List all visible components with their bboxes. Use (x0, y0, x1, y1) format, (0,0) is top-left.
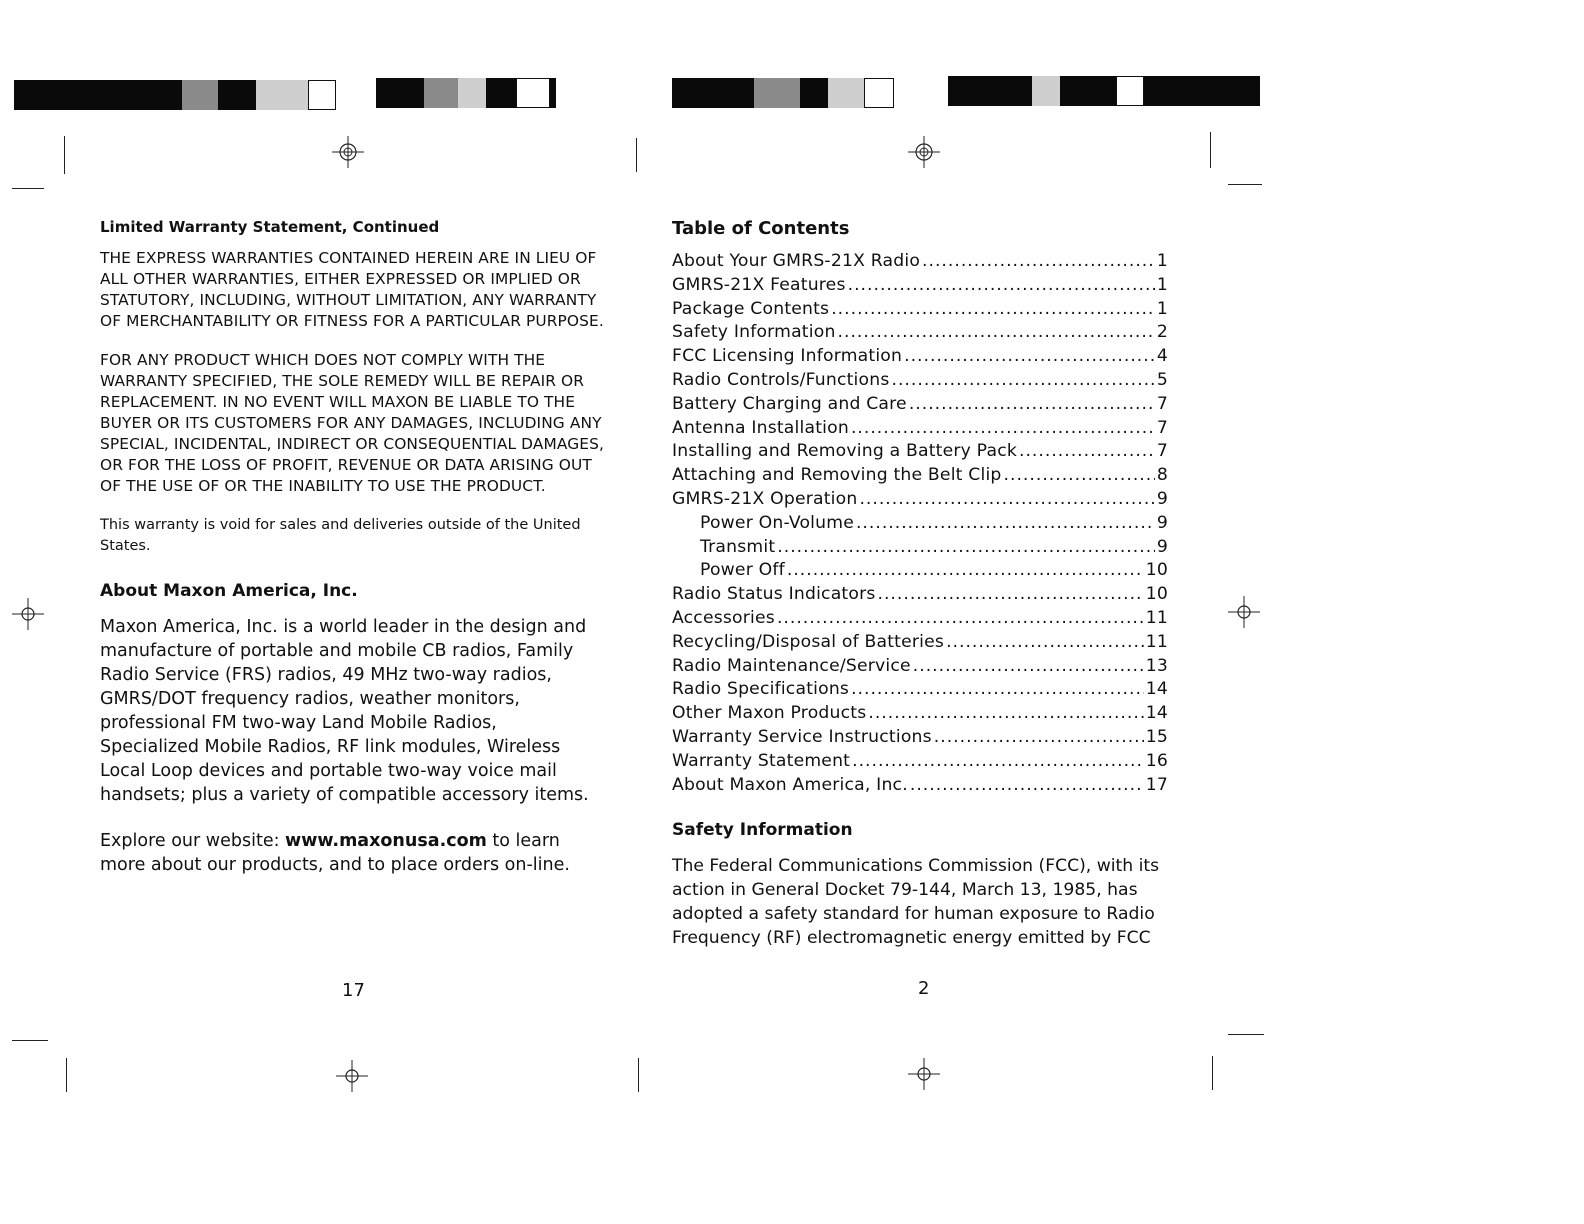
registration-crosshair-icon (906, 1056, 942, 1092)
toc-entry-title: Recycling/Disposal of Batteries (672, 631, 945, 652)
toc-entry (672, 751, 1168, 775)
toc-leader-dots (777, 608, 1144, 628)
toc-entry-title: Radio Status Indicators (672, 584, 876, 605)
toc-entry (672, 465, 1168, 489)
right-page-number: 2 (918, 978, 930, 999)
toc-entry (672, 489, 1168, 513)
toc-entry-title: Radio Specifications (672, 679, 850, 700)
toc-leader-dots (878, 584, 1144, 604)
toc-entry-title: About Your GMRS-21X Radio (672, 251, 921, 271)
toc-entry-title: Power On-Volume (700, 512, 854, 533)
crop-mark (64, 136, 65, 174)
toc-entry-title: FCC Licensing Information (672, 346, 903, 367)
left-page (100, 218, 610, 899)
toc-entry-page: 10 (1145, 560, 1168, 581)
toc-entry-page: 17 (1145, 774, 1168, 795)
crop-mark (66, 1058, 67, 1092)
toc-entry-title: Installing and Removing a Battery Pack (672, 441, 1017, 462)
toc-entry-page: 9 (1156, 512, 1168, 533)
toc-entry (672, 703, 1168, 727)
registration-bar-2 (376, 78, 556, 108)
website-prefix: Explore our website: (100, 831, 286, 851)
toc-entry (672, 537, 1168, 561)
warranty-paragraph-1: THE EXPRESS WARRANTIES CONTAINED HEREIN ARE IN LIEU OF ALL OTHER WARRANTIES, EITHER EXPRESSED OR IMPLIED OR STATUTORY, INCLUDING, WITHOUT LIMITATION, ANY WARRANTY OF MERCHANTABILITY OR FITNESS FOR A PARTICULAR PURPOSE. (100, 249, 604, 330)
toc-entry-page: 13 (1145, 655, 1168, 676)
toc-leader-dots (868, 703, 1143, 723)
toc-entry-title: Accessories (672, 607, 775, 628)
crop-mark (1228, 184, 1262, 185)
toc-entry-title: Battery Charging and Care (672, 393, 907, 414)
toc-entry (672, 299, 1168, 323)
toc-leader-dots (848, 275, 1155, 295)
safety-body: The Federal Communications Commission (FCC), with its action in General Docket 79-144, March 13, 1985, has adopted a safety standard for human exposure to Radio Frequency (RF) electromagnetic energy emitted by FCC (672, 856, 1160, 949)
toc-entry-title: GMRS-21X Operation (672, 488, 858, 509)
toc-entry (672, 394, 1168, 418)
warranty-paragraph-2: FOR ANY PRODUCT WHICH DOES NOT COMPLY WITH THE WARRANTY SPECIFIED, THE SOLE REMEDY WILL BE REPAIR OR REPLACEMENT. IN NO EVENT WILL MAXON BE LIABLE TO THE BUYER OR ITS CUSTOMERS FOR ANY DAMAGES, INCLUDING ANY SPECIAL, INCIDENTAL, INDIRECT OR CONSEQUENTIAL DAMAGES, OR FOR THE LOSS OF PROFIT, REVENUE OR DATA ARISING OUT OF THE USE OF OR THE INABILITY TO USE THE PRODUCT. (100, 351, 604, 495)
toc-entry-title: Antenna Installation (672, 417, 849, 438)
about-maxon-heading: About Maxon America, Inc. (100, 581, 358, 601)
crop-mark (1212, 1056, 1213, 1090)
toc-entry (672, 513, 1168, 537)
toc-entry-page: 15 (1145, 726, 1168, 747)
toc-entry (672, 775, 1168, 799)
warranty-void-note: This warranty is void for sales and deliveries outside of the United States. (100, 517, 581, 554)
toc-entry-title: Attaching and Removing the Belt Clip (672, 465, 1002, 486)
toc-entry-page: 2 (1156, 322, 1168, 343)
right-page (672, 218, 1172, 950)
toc-entry-title: GMRS-21X Features (672, 274, 846, 295)
crop-mark (12, 188, 44, 189)
warranty-continued-heading: Limited Warranty Statement, Continued (100, 218, 440, 236)
toc-leader-dots (1019, 441, 1155, 461)
toc-entry-page: 7 (1156, 393, 1168, 414)
toc-entry-title: Radio Controls/Functions (672, 369, 890, 390)
toc-entry-page: 5 (1156, 369, 1168, 390)
toc-entry (672, 656, 1168, 680)
toc-entry-page: 7 (1156, 417, 1168, 438)
crop-mark (638, 1058, 639, 1092)
toc-entry-title: Other Maxon Products (672, 703, 867, 724)
toc-entry (672, 346, 1168, 370)
toc-entry (672, 441, 1168, 465)
registration-bar-1 (14, 80, 336, 110)
toc-leader-dots (946, 632, 1144, 652)
website-paragraph (100, 829, 590, 877)
toc-entry-page: 9 (1156, 536, 1168, 557)
toc-entry (672, 679, 1168, 703)
toc-leader-dots (856, 513, 1155, 533)
toc-entry-page: 4 (1156, 346, 1168, 367)
website-suffix: to learn more about our products, and to place orders on-line. (100, 831, 570, 875)
toc-entry (672, 632, 1168, 656)
toc-leader-dots (934, 727, 1144, 747)
toc-entry-title: Warranty Statement (672, 750, 851, 771)
toc-entry (672, 418, 1168, 442)
registration-bar-4 (948, 76, 1260, 106)
toc-leader-dots (910, 775, 1144, 795)
toc-entry-title: Warranty Service Instructions (672, 726, 932, 747)
toc-entry (672, 275, 1168, 299)
toc-leader-dots (909, 394, 1155, 414)
crop-mark (12, 1040, 48, 1041)
registration-crosshair-icon (10, 596, 46, 632)
toc-entry-title: Radio Maintenance/Service (672, 655, 911, 676)
toc-heading: Table of Contents (672, 218, 850, 239)
registration-crosshair-icon (330, 134, 366, 170)
toc-entry (672, 560, 1168, 584)
left-page-number: 17 (342, 980, 365, 1001)
toc-entry-title: About Maxon America, Inc. (672, 774, 908, 795)
toc-entry-page: 10 (1145, 584, 1168, 605)
toc-entry-title: Package Contents (672, 298, 830, 319)
toc-leader-dots (922, 251, 1155, 271)
toc-entry-title: Transmit (700, 536, 776, 557)
toc-entry-page: 7 (1156, 441, 1168, 462)
toc-entry (672, 370, 1168, 394)
toc-entry (672, 251, 1168, 275)
toc-entry-page: 11 (1145, 631, 1168, 652)
registration-bar-3 (672, 78, 894, 108)
crop-mark (1228, 1034, 1264, 1035)
toc-entry-page: 11 (1145, 607, 1168, 628)
toc-entry-page: 9 (1156, 488, 1168, 509)
toc-leader-dots (838, 322, 1155, 342)
toc-leader-dots (852, 751, 1144, 771)
toc-leader-dots (777, 537, 1155, 557)
registration-crosshair-icon (1226, 594, 1262, 630)
toc-entry-page: 14 (1145, 679, 1168, 700)
toc-entry (672, 727, 1168, 751)
toc-leader-dots (892, 370, 1155, 390)
toc-leader-dots (859, 489, 1154, 509)
toc-leader-dots (831, 299, 1155, 319)
crop-mark (1210, 132, 1211, 168)
toc-entry-page: 1 (1156, 298, 1168, 319)
toc-entry-title: Safety Information (672, 322, 836, 343)
toc-leader-dots (787, 560, 1144, 580)
crop-mark (636, 138, 637, 172)
registration-crosshair-icon (334, 1058, 370, 1094)
toc-leader-dots (1004, 465, 1155, 485)
toc-entry-title: Power Off (700, 560, 785, 581)
toc-entry (672, 584, 1168, 608)
safety-heading: Safety Information (672, 820, 853, 841)
toc-entry-page: 16 (1145, 750, 1168, 771)
toc-leader-dots (851, 418, 1155, 438)
toc-entry-page: 8 (1156, 465, 1168, 486)
toc-entry-page: 1 (1156, 251, 1168, 271)
toc-entry-page: 14 (1145, 703, 1168, 724)
toc-leader-dots (913, 656, 1144, 676)
registration-crosshair-icon (906, 134, 942, 170)
about-maxon-body: Maxon America, Inc. is a world leader in the design and manufacture of portable and mobile CB radios, Family Radio Service (FRS) radios, 49 MHz two-way radios, GMRS/DOT frequency radios, weather monitors, professional FM two-way Land Mobile Radios, Specialized Mobile Radios, RF link modules, Wireless Local Loop devices and portable two-way voice mail handsets; plus a variety of compatible accessory items. (100, 617, 589, 805)
toc-leader-dots (851, 679, 1144, 699)
toc-leader-dots (904, 346, 1155, 366)
toc-entry (672, 608, 1168, 632)
website-url: www.maxonusa.com (285, 831, 487, 851)
table-of-contents (672, 251, 1168, 798)
toc-entry (672, 322, 1168, 346)
toc-entry-page: 1 (1156, 274, 1168, 295)
